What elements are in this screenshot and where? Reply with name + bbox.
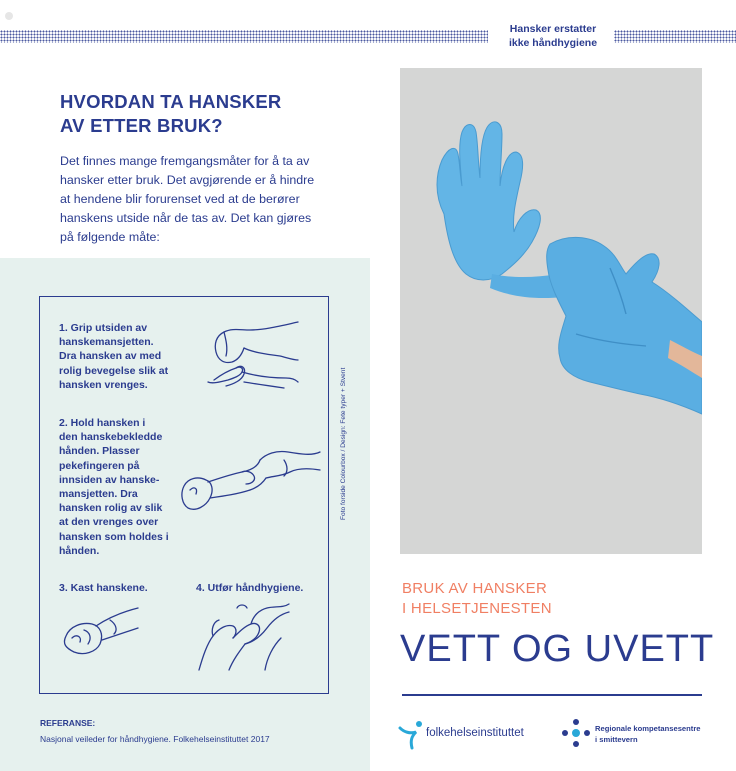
dotted-rule-right xyxy=(614,30,736,43)
intro-line: hanskens utside når de tas av. Det kan gjøres xyxy=(60,211,312,225)
step-line: 3. Kast hanskene. xyxy=(59,582,148,594)
subtitle-line2: I HELSETJENESTEN xyxy=(402,600,552,617)
main-title: VETT OG UVETT xyxy=(400,628,715,670)
step-line: hånden. Plasser xyxy=(59,445,140,458)
title-divider xyxy=(402,694,702,696)
header-tag-line2: ikke håndhygiene xyxy=(508,37,598,49)
subtitle xyxy=(402,579,702,619)
regional-centres-line2: i smittevern xyxy=(595,735,638,744)
step-line: 2. Hold hansken i xyxy=(59,417,146,429)
header-tag-line1: Hansker erstatter xyxy=(509,23,597,35)
step-line: Dra hansken av med xyxy=(59,350,162,363)
step-1-text xyxy=(59,321,199,392)
reference-label: REFERANSE: xyxy=(40,718,96,728)
fhi-logo-text: folkehelseinstituttet xyxy=(426,727,524,739)
regional-centres-logo-icon xyxy=(561,718,591,748)
header-tag xyxy=(500,22,606,50)
step-line: pekefingeren på xyxy=(59,459,140,472)
step-line: hånden. xyxy=(59,544,100,557)
section-heading xyxy=(60,90,360,138)
step-4-text xyxy=(196,581,321,595)
intro-line: Det finnes mange fremgangsmåter for å ta av xyxy=(60,154,310,168)
hand-hygiene-illustration xyxy=(193,596,293,674)
step-line: innsiden av hanske- xyxy=(59,473,160,486)
glove-removal-step2-illustration xyxy=(180,446,322,524)
dotted-rule-left xyxy=(0,30,488,43)
reference-text: Nasjonal veileder for håndhygiene. Folkehelseinstituttet 2017 xyxy=(40,734,270,744)
intro-line: på følgende måte: xyxy=(60,230,160,244)
intro-line: hansker etter bruk. Det avgjørende er å hindre xyxy=(60,173,315,187)
regional-centres-logo-text xyxy=(595,723,701,745)
step-line: den hanskebekledde xyxy=(59,431,163,444)
step-line: 1. Grip utsiden av xyxy=(59,322,148,334)
step-line: 4. Utfør håndhygiene. xyxy=(196,582,304,594)
regional-centres-line1: Regionale kompetansesentre xyxy=(595,724,701,733)
heading-line1: HVORDAN TA HANSKER xyxy=(60,91,282,112)
cover-photo-gloved-hands xyxy=(400,68,702,554)
step-line: hansken vrenges. xyxy=(59,378,148,391)
step-2-text xyxy=(59,416,189,558)
step-3-text xyxy=(59,581,179,595)
step-line: hanskemansjetten. xyxy=(59,336,154,349)
step-line: hansken rolig av slik xyxy=(59,502,163,515)
fhi-logo-icon xyxy=(398,718,424,750)
glove-removal-step1-illustration xyxy=(200,318,300,400)
step-line: hansken som holdes i xyxy=(59,530,169,543)
discard-gloves-illustration xyxy=(60,600,140,662)
step-line: at den vrenges over xyxy=(59,516,159,529)
corner-mark xyxy=(5,12,13,20)
step-line: mansjetten. Dra xyxy=(59,488,138,501)
intro-line: at hendene blir forurenset ved at de berører xyxy=(60,192,300,206)
intro-paragraph xyxy=(60,152,350,247)
photo-design-credit: Foto forside Colourbox / Design: Fete typer + Stvent xyxy=(340,367,347,520)
heading-line2: AV ETTER BRUK? xyxy=(60,115,223,136)
step-line: rolig bevegelse slik at xyxy=(59,364,169,377)
subtitle-line1: BRUK AV HANSKER xyxy=(402,580,548,597)
